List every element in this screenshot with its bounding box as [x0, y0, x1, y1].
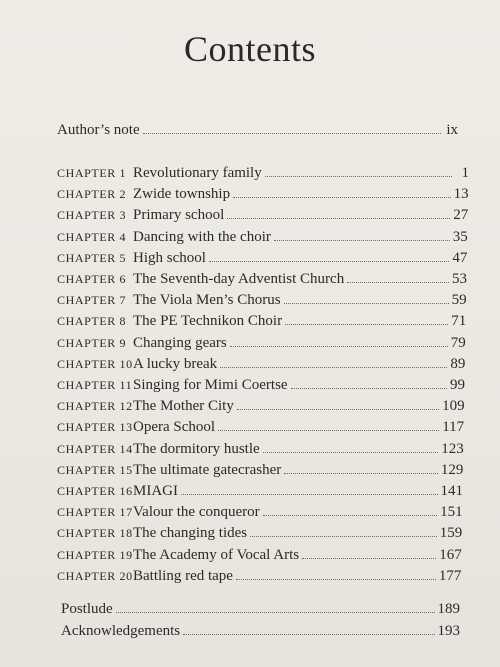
toc-entry [57, 418, 464, 436]
dot-leader [116, 611, 435, 613]
chapter-label: CHAPTER 18 [57, 526, 133, 540]
chapter-label: CHAPTER 6 [57, 272, 127, 286]
dot-leader [183, 633, 434, 635]
page-number: 123 [441, 441, 464, 457]
chapter-label: CHAPTER 20 [57, 569, 133, 583]
dot-leader [236, 578, 436, 580]
dot-leader [291, 387, 447, 389]
toc-entry [57, 461, 463, 479]
page-number: 109 [442, 398, 465, 414]
dot-leader [230, 345, 448, 347]
entry-title: Changing gears [133, 335, 227, 351]
toc-entry [57, 249, 467, 267]
page-number: ix [446, 122, 458, 138]
entry-title: The PE Technikon Choir [133, 313, 283, 329]
page-number: 129 [440, 462, 464, 478]
chapter-label: CHAPTER 9 [57, 336, 127, 350]
dot-leader [227, 217, 450, 219]
chapter-label: CHAPTER 15 [57, 463, 133, 477]
page-number: 35 [452, 229, 468, 245]
toc-entry [57, 397, 465, 415]
dot-leader [284, 472, 438, 474]
entry-title: The dormitory hustle [133, 441, 260, 457]
page-title: Contents [183, 29, 316, 69]
toc-entry [57, 312, 466, 330]
dot-leader [233, 196, 451, 198]
page-number: 99 [450, 377, 465, 393]
dot-leader [263, 451, 439, 453]
page-number: 47 [452, 250, 468, 266]
toc-entry [57, 270, 467, 288]
toc-entry [57, 355, 465, 373]
entry-title: MIAGI [133, 483, 178, 499]
entry-title: The Viola Men’s Chorus [133, 292, 281, 308]
entry-title: The changing tides [133, 525, 248, 541]
dot-leader [250, 535, 437, 537]
toc-entry [57, 376, 465, 394]
entry-title: Dancing with the choir [133, 229, 271, 245]
toc-entry [61, 622, 460, 640]
entry-title: Battling red tape [133, 568, 233, 584]
page-number: 59 [451, 292, 467, 308]
page-number: 13 [453, 186, 469, 202]
entry-title: Opera School [133, 419, 216, 435]
page-number: 189 [437, 601, 460, 617]
page-number: 151 [440, 504, 463, 520]
dot-leader [143, 132, 441, 134]
chapter-label: CHAPTER 19 [57, 548, 133, 562]
dot-leader [181, 493, 438, 495]
toc-entry [57, 567, 461, 585]
toc-entry [57, 291, 467, 309]
entry-title: The Seventh-day Adventist Church [133, 271, 345, 287]
chapter-label: CHAPTER 8 [57, 314, 127, 328]
chapter-label: CHAPTER 3 [57, 208, 127, 222]
entry-title: Acknowledgements [61, 623, 181, 639]
chapter-label: CHAPTER 2 [57, 187, 127, 201]
chapter-label: CHAPTER 16 [57, 484, 133, 498]
entry-title: The Academy of Vocal Arts [133, 547, 300, 563]
chapter-label: CHAPTER 10 [57, 357, 133, 371]
page-number: 79 [450, 335, 466, 351]
entry-title: Author’s note [57, 122, 140, 138]
chapter-label: CHAPTER 7 [57, 293, 127, 307]
entry-title: High school [133, 250, 206, 266]
page-number: 117 [442, 419, 465, 435]
entry-title: Valour the conqueror [133, 504, 260, 520]
toc-entry [61, 600, 460, 618]
chapter-label: CHAPTER 4 [57, 230, 127, 244]
page-number: 193 [437, 623, 460, 639]
page-number: 141 [440, 483, 463, 499]
toc-entry [57, 524, 462, 542]
entry-title: The Mother City [133, 398, 234, 414]
page-number: 159 [439, 525, 463, 541]
toc-entry [57, 482, 463, 500]
dot-leader [265, 175, 452, 177]
chapter-label: CHAPTER 12 [57, 399, 133, 413]
entry-title: The ultimate gatecrasher [133, 462, 282, 478]
page-number: 1 [461, 165, 469, 181]
chapter-label: CHAPTER 13 [57, 420, 133, 434]
entry-title: Revolutionary family [133, 165, 262, 181]
chapter-label: CHAPTER 14 [57, 442, 133, 456]
entry-title: Zwide township [133, 186, 231, 202]
chapter-label: CHAPTER 17 [57, 505, 133, 519]
entry-title: A lucky break [133, 356, 218, 372]
dot-leader [218, 429, 439, 431]
toc-entry [57, 334, 466, 352]
page-number: 167 [439, 547, 462, 563]
dot-leader [274, 239, 450, 241]
toc-entry [57, 206, 468, 224]
entry-title: Singing for Mimi Coertse [133, 377, 288, 393]
dot-leader [237, 408, 439, 410]
toc-entry [57, 503, 463, 521]
page-number: 89 [450, 356, 466, 372]
dot-leader [302, 557, 436, 559]
toc-entry [57, 228, 468, 246]
dot-leader [220, 366, 447, 368]
dot-leader [285, 323, 448, 325]
page-number: 53 [452, 271, 467, 287]
dot-leader [347, 281, 449, 283]
dot-leader [209, 260, 449, 262]
page-number: 71 [451, 313, 467, 329]
entry-title: Primary school [133, 207, 225, 223]
entry-title: Postlude [61, 601, 113, 617]
dot-leader [284, 302, 449, 304]
page-number: 27 [453, 207, 469, 223]
toc-entry [57, 440, 464, 458]
toc-entry [57, 164, 469, 182]
toc-entry [57, 185, 469, 203]
dot-leader [263, 514, 437, 516]
toc-entry [57, 121, 458, 139]
page-number: 177 [438, 568, 462, 584]
toc-entry [57, 546, 462, 564]
chapter-label: CHAPTER 1 [57, 166, 127, 180]
chapter-label: CHAPTER 5 [57, 251, 127, 265]
chapter-label: CHAPTER 11 [57, 378, 133, 392]
